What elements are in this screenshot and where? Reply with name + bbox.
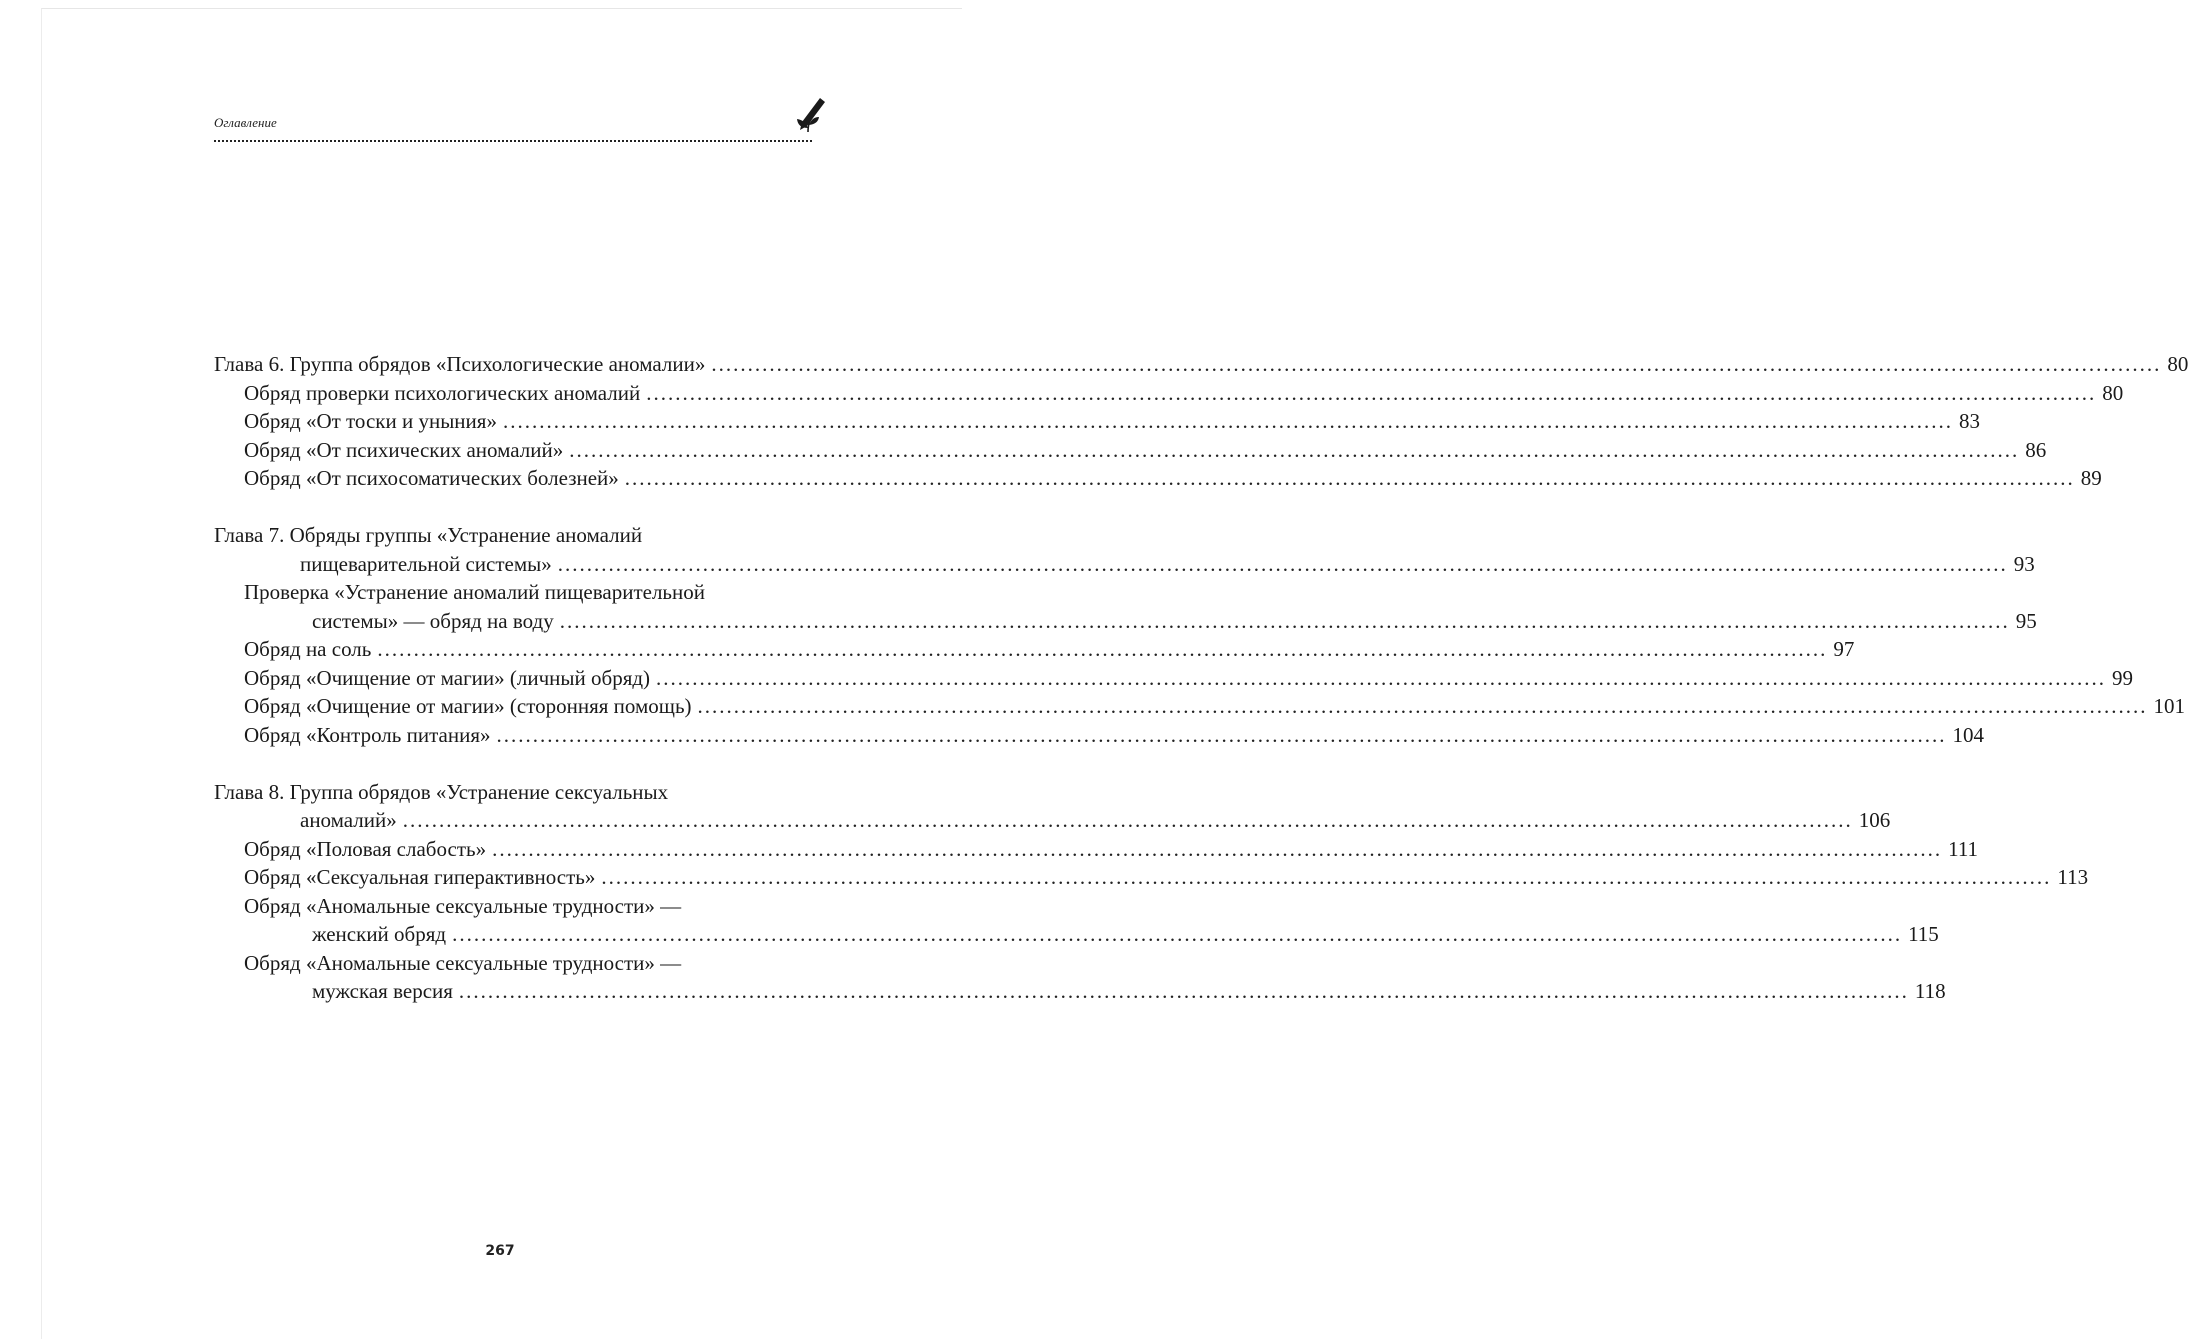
toc-entry-page-number: 106 [1858,808,1891,832]
running-head-dotted-rule [214,140,812,142]
toc-entry-title-line: Обряд «Аномальные сексуальные трудности» — [244,893,682,918]
toc-entry-title-line: Глава 8. Группа обрядов «Устранение сексуальных [214,779,669,804]
running-head-title: Оглавление [214,115,277,130]
toc-entry-page-number: 99 [2112,665,2134,690]
toc-section-entry [214,949,1946,1006]
toc-entry-title: женский обряд [312,922,447,946]
dot-leader: ........................................................................................................................................................................................................ [492,836,1943,861]
dot-leader: ........................................................................................................................................................................................................ [557,551,2008,576]
toc-entry-page-number: 115 [1908,922,1939,946]
toc-entry-title: Обряд «От тоски и уныния» [244,409,497,433]
toc-entry-leader-line [244,407,1980,436]
toc-section-entry [214,407,1980,436]
toc-entry-leader-line [214,806,1891,835]
toc-entry-page-number: 118 [1914,979,1946,1003]
toc-section-entry [214,578,2037,635]
dot-leader: ........................................................................................................................................................................................................ [697,694,2148,718]
toc-entry-page-number: 80 [2167,352,2188,376]
toc-section-entry [214,892,1939,949]
dot-leader: ........................................................................................................................................................................................................ [656,665,2107,690]
toc-section-entry [214,436,2047,465]
dot-leader: ........................................................................................................................................................................................................ [377,637,1828,661]
toc-entry-page-number: 83 [1958,409,1980,433]
toc-entry-title: Обряд «Контроль питания» [244,722,491,747]
toc-entry-leader-line [244,436,2047,465]
toc-entry-leader-line [244,863,2089,892]
toc-chapter-entry [214,350,2188,379]
dot-leader: ........................................................................................................................................................................................................ [624,466,2075,490]
pen-with-leaf-icon [788,92,828,136]
toc-section-entry [214,635,1855,664]
toc-entry-page-number: 95 [2015,608,2037,633]
toc-entry-page-number: 104 [1952,722,1984,747]
dot-leader: ........................................................................................................................................................................................................ [402,808,1853,832]
toc-entry-title: Обряд проверки психологических аномалий [244,380,641,405]
toc-chapter-entry [214,521,2035,578]
toc-section-entry [214,464,2102,493]
toc-entry-title: Обряд «Очищение от магии» (личный обряд) [244,665,651,690]
dot-leader: ........................................................................................................................................................................................................ [502,409,1953,433]
toc-entry-leader-line [214,550,2035,579]
toc-section-entry [214,721,1984,750]
toc-entry-title: Обряд «Сексуальная гиперактивность» [244,865,596,889]
dot-leader: ........................................................................................................................................................................................................ [452,922,1903,946]
toc-entry-title: Обряд «От психосоматических болезней» [244,466,619,490]
toc-entry-leader-line [244,692,2186,721]
running-head [214,112,812,142]
toc-section-entry [214,664,2134,693]
table-of-contents [214,350,2188,1006]
toc-entry-leader-line [244,835,1979,864]
toc-entry-title: Обряд на соль [244,637,372,661]
page-number: 267 [485,1243,515,1259]
toc-entry-title-line: Обряд «Аномальные сексуальные трудности» — [244,950,682,975]
dot-leader: ........................................................................................................................................................................................................ [646,380,2097,405]
toc-entry-leader-line [244,721,1984,750]
toc-section-entry [214,379,2124,408]
dot-leader: ........................................................................................................................................................................................................ [601,865,2052,889]
toc-entry-page-number: 86 [2025,437,2047,462]
toc-entry-leader-line [244,920,1939,949]
toc-entry-title: Обряд «Очищение от магии» (сторонняя помощь) [244,694,692,718]
toc-section-entry [214,835,1979,864]
toc-section-entry [214,863,2089,892]
dot-leader: ........................................................................................................................................................................................................ [458,979,1909,1003]
toc-entry-title: мужская версия [312,979,453,1003]
toc-entry-page-number: 97 [1833,637,1855,661]
toc-entry-leader-line [244,379,2124,408]
dot-leader: ........................................................................................................................................................................................................ [569,437,2020,462]
toc-entry-page-number: 93 [2013,551,2035,576]
toc-entry-title: Обряд «Половая слабость» [244,836,487,861]
toc-entry-title-line: Глава 7. Обряды группы «Устранение аномалий [214,523,643,547]
dot-leader: ........................................................................................................................................................................................................ [496,722,1947,747]
toc-entry-leader-line [244,635,1855,664]
dot-leader: ........................................................................................................................................................................................................ [559,608,2010,633]
toc-entry-page-number: 89 [2080,466,2102,490]
toc-chapter-entry [214,778,1891,835]
toc-entry-leader-line [244,607,2037,636]
toc-entry-title: Глава 6. Группа обрядов «Психологические аномалии» [214,352,706,376]
toc-entry-page-number: 111 [1948,836,1979,861]
toc-section-entry [214,692,2186,721]
toc-entry-title: Обряд «От психических аномалий» [244,437,564,462]
toc-entry-leader-line [244,664,2134,693]
toc-entry-page-number: 80 [2102,380,2124,405]
toc-entry-title-line: Проверка «Устранение аномалий пищеварительной [244,580,705,604]
dot-leader: ........................................................................................................................................................................................................ [711,352,2162,376]
toc-entry-leader-line [214,350,2188,379]
toc-entry-title: аномалий» [300,808,397,832]
toc-entry-page-number: 113 [2057,865,2089,889]
toc-entry-page-number: 101 [2153,694,2186,718]
toc-entry-leader-line [244,464,2102,493]
toc-entry-title: пищеварительной системы» [300,551,552,576]
toc-entry-title: системы» — обряд на воду [312,608,554,633]
toc-entry-leader-line [244,977,1946,1006]
